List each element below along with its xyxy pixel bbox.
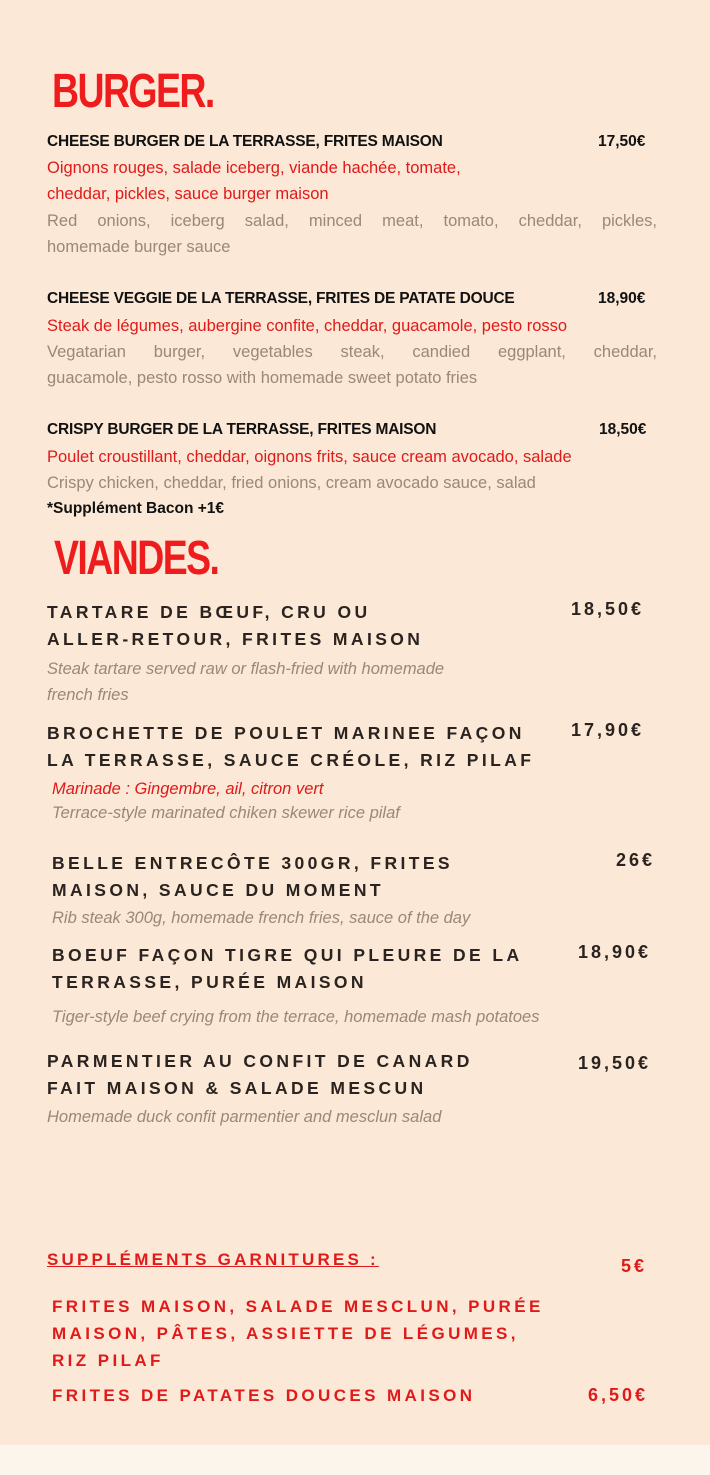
viande-item-desc: Rib steak 300g, homemade french fries, sauce of the day	[52, 909, 471, 927]
viande-item-price: 26€	[616, 850, 656, 870]
viande-item-price: 18,90€	[578, 942, 652, 962]
supplements-title: SUPPLÉMENTS GARNITURES :	[47, 1250, 379, 1269]
burger-item-name: CHEESE BURGER DE LA TERRASSE, FRITES MAISON	[47, 133, 443, 150]
viande-item-name: PARMENTIER AU CONFIT DE CANARD FAIT MAISON & SALADE MESCUN	[47, 1051, 473, 1098]
burger-item-fr-desc: Oignons rouges, salade iceberg, viande hachée, tomate, cheddar, pickles, sauce burger maison	[47, 159, 461, 203]
viande-item-marinade: Marinade : Gingembre, ail, citron vert	[52, 780, 324, 798]
viande-item-desc: Tiger-style beef crying from the terrace, homemade mash potatoes	[52, 1008, 540, 1026]
sweet-potato-fries-price: 6,50€	[588, 1385, 649, 1405]
viande-item-price: 19,50€	[578, 1053, 652, 1073]
burger-item-en-desc: Red onions, iceberg salad, minced meat, tomato, cheddar, pickles, homemade burger sauce	[47, 212, 657, 256]
burger-item-price: 18,50€	[599, 421, 647, 438]
viande-item-name: BOEUF FAÇON TIGRE QUI PLEURE DE LA TERRASSE, PURÉE MAISON	[52, 945, 523, 992]
viande-item-desc: Steak tartare served raw or flash-fried with homemade french fries	[47, 660, 445, 704]
bacon-supplement-note: *Supplément Bacon +1€	[47, 500, 225, 517]
burger-item-fr-desc: Steak de légumes, aubergine confite, cheddar, guacamole, pesto rosso	[47, 317, 568, 335]
viande-item-price: 17,90€	[571, 720, 645, 740]
supplements-list: FRITES MAISON, SALADE MESCLUN, PURÉE MAISON, PÂTES, ASSIETTE DE LÉGUMES, RIZ PILAF	[52, 1297, 544, 1370]
viande-item-desc: Terrace-style marinated chiken skewer rice pilaf	[52, 804, 400, 822]
viande-item-name: BELLE ENTRECÔTE 300GR, FRITES MAISON, SAUCE DU MOMENT	[52, 853, 454, 900]
burger-item-price: 17,50€	[598, 133, 646, 150]
burger-item-fr-desc: Poulet croustillant, cheddar, oignons frits, sauce cream avocado, salade	[47, 448, 572, 466]
viande-item-name: BROCHETTE DE POULET MARINEE FAÇON LA TERRASSE, SAUCE CRÉOLE, RIZ PILAF	[47, 723, 535, 770]
supplements-price: 5€	[621, 1256, 648, 1276]
burger-item-price: 18,90€	[598, 290, 646, 307]
burger-item-name: CRISPY BURGER DE LA TERRASSE, FRITES MAISON	[47, 421, 437, 438]
burger-item-name: CHEESE VEGGIE DE LA TERRASSE, FRITES DE PATATE DOUCE	[47, 290, 515, 307]
burger-item-en-desc: Vegatarian burger, vegetables steak, candied eggplant, cheddar, guacamole, pesto rosso with homemade sweet potato fries	[47, 343, 657, 387]
viandes-section-title: VIANDES.	[54, 532, 219, 585]
viande-item-price: 18,50€	[571, 599, 645, 619]
burger-section-title: BURGER.	[52, 65, 214, 118]
burger-item-en-desc: Crispy chicken, cheddar, fried onions, cream avocado sauce, salad	[47, 474, 536, 492]
viande-item-desc: Homemade duck confit parmentier and mesclun salad	[47, 1108, 442, 1126]
sweet-potato-fries-supplement: FRITES DE PATATES DOUCES MAISON	[52, 1386, 476, 1405]
viande-item-name: TARTARE DE BŒUF, CRU OU ALLER-RETOUR, FRITES MAISON	[47, 602, 424, 649]
